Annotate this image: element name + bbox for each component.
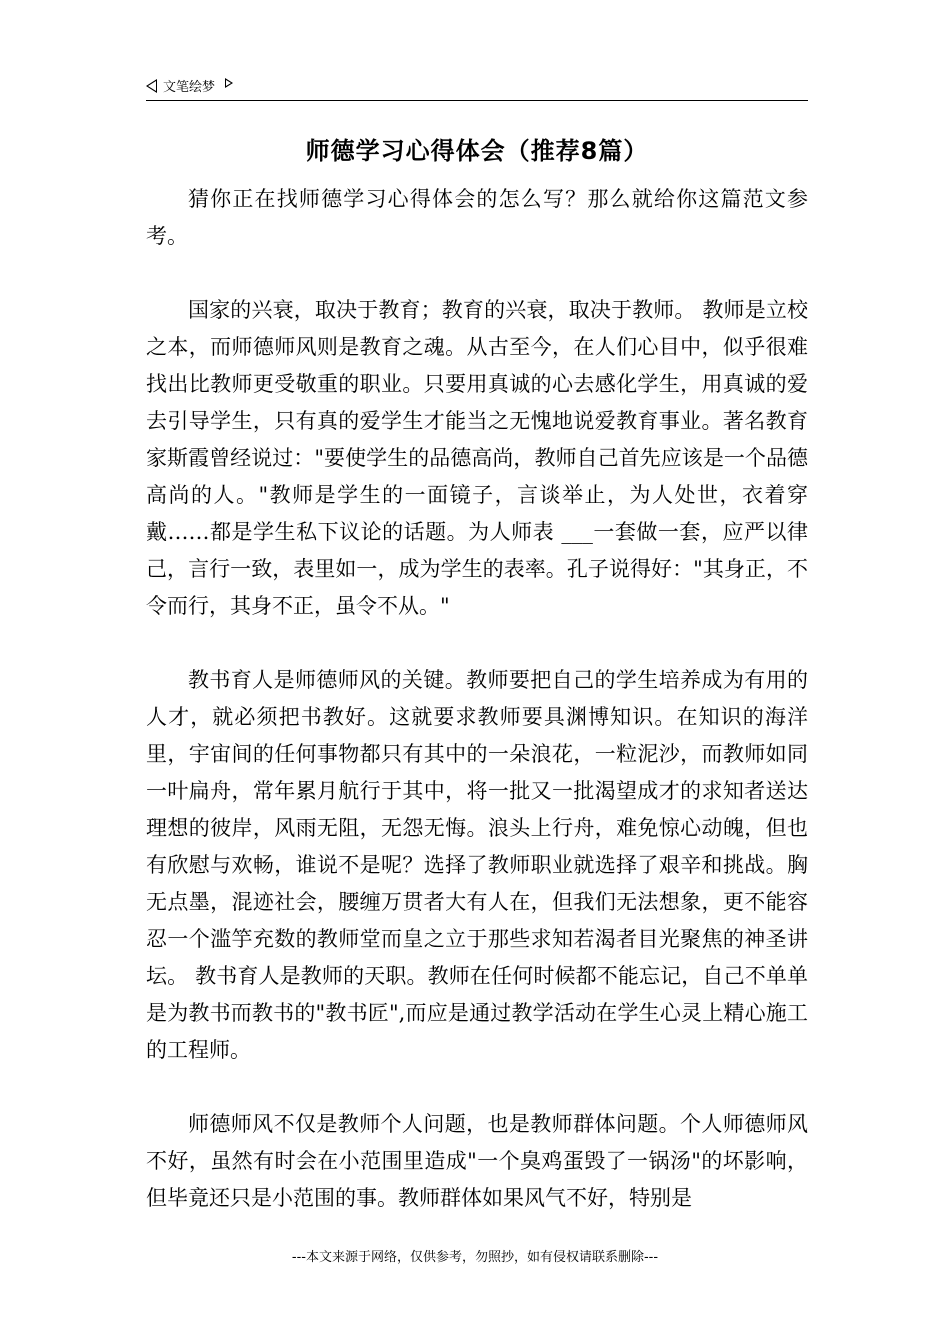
paragraph-spacer [146,1069,808,1106]
paragraph-spacer [146,255,808,292]
header-brand-group [146,76,233,95]
paragraph-spacer [146,625,808,662]
body-paragraph-3: 师德师风不仅是教师个人问题，也是教师群体问题。个人师德师风不好，虽然有时会在小范围里造成"一个臭鸡蛋毁了一锅汤"的坏影响，但毕竟还只是小范围的事。教师群体如果风气不好，特别是 [146,1112,808,1210]
triangle-right-icon [225,78,233,88]
body-paragraph-1: 国家的兴衰，取决于教育；教育的兴衰，取决于教师。 教师是立校之本，而师德师风则是教育之魂。从古至今，在人们心目中，似乎很难找出比教师更受敬重的职业。只要用真诚的心去感化学生，用真诚的爱去引导学生，只有真的爱学生才能当之无愧地说爱教育事业。著名教育家斯霞曾经说过："要使学生的品德高尚，教师自己首先应该是一个品德高尚的人。"教师是学生的一面镜子，言谈举止，为人处世，衣着穿戴……都是学生私下议论的话题。为人师表 ___一套做一套，应严以律己，言行一致，表里如一，成为学生的表率。孔子说得好："其身正，不令而行，其身不正，虽令不从。" [146,298,808,618]
page-footer-notice: ---本文来源于网络，仅供参考，勿照抄，如有侵权请联系删除--- [291,1250,659,1265]
document-title: 师德学习心得体会（推荐8篇） [305,137,649,165]
body-paragraph-2: 教书育人是师德师风的关键。教师要把自己的学生培养成为有用的人才，就必须把书教好。这就要求教师要具渊博知识。在知识的海洋里，宇宙间的任何事物都只有其中的一朵浪花，一粒泥沙，而教师如同一叶扁舟，常年累月航行于其中，将一批又一批渴望成才的求知者送达理想的彼岸，风雨无阻，无怨无悔。浪头上行舟，难免惊心动魄，但也有欣慰与欢畅，谁说不是呢？选择了教师职业就选择了艰辛和挑战。胸无点墨，混迹社会，腰缠万贯者大有人在，但我们无法想象，更不能容忍一个滥竽充数的教师堂而皇之立于那些求知若渴者目光聚焦的神圣讲坛。 教书育人是教师的天职。教师在任何时候都不能忘记，自己不单单是为教书而教书的"教书匠",而应是通过教学活动在学生心灵上精心施工的工程师。 [146,668,808,1062]
triangle-left-icon [146,79,157,93]
header-brand: 文笔绘梦 [163,80,216,95]
intro-paragraph: 猜你正在找师德学习心得体会的怎么写？那么就给你这篇范文参考。 [146,187,808,248]
document-body [146,181,808,1217]
page-header [146,74,808,101]
